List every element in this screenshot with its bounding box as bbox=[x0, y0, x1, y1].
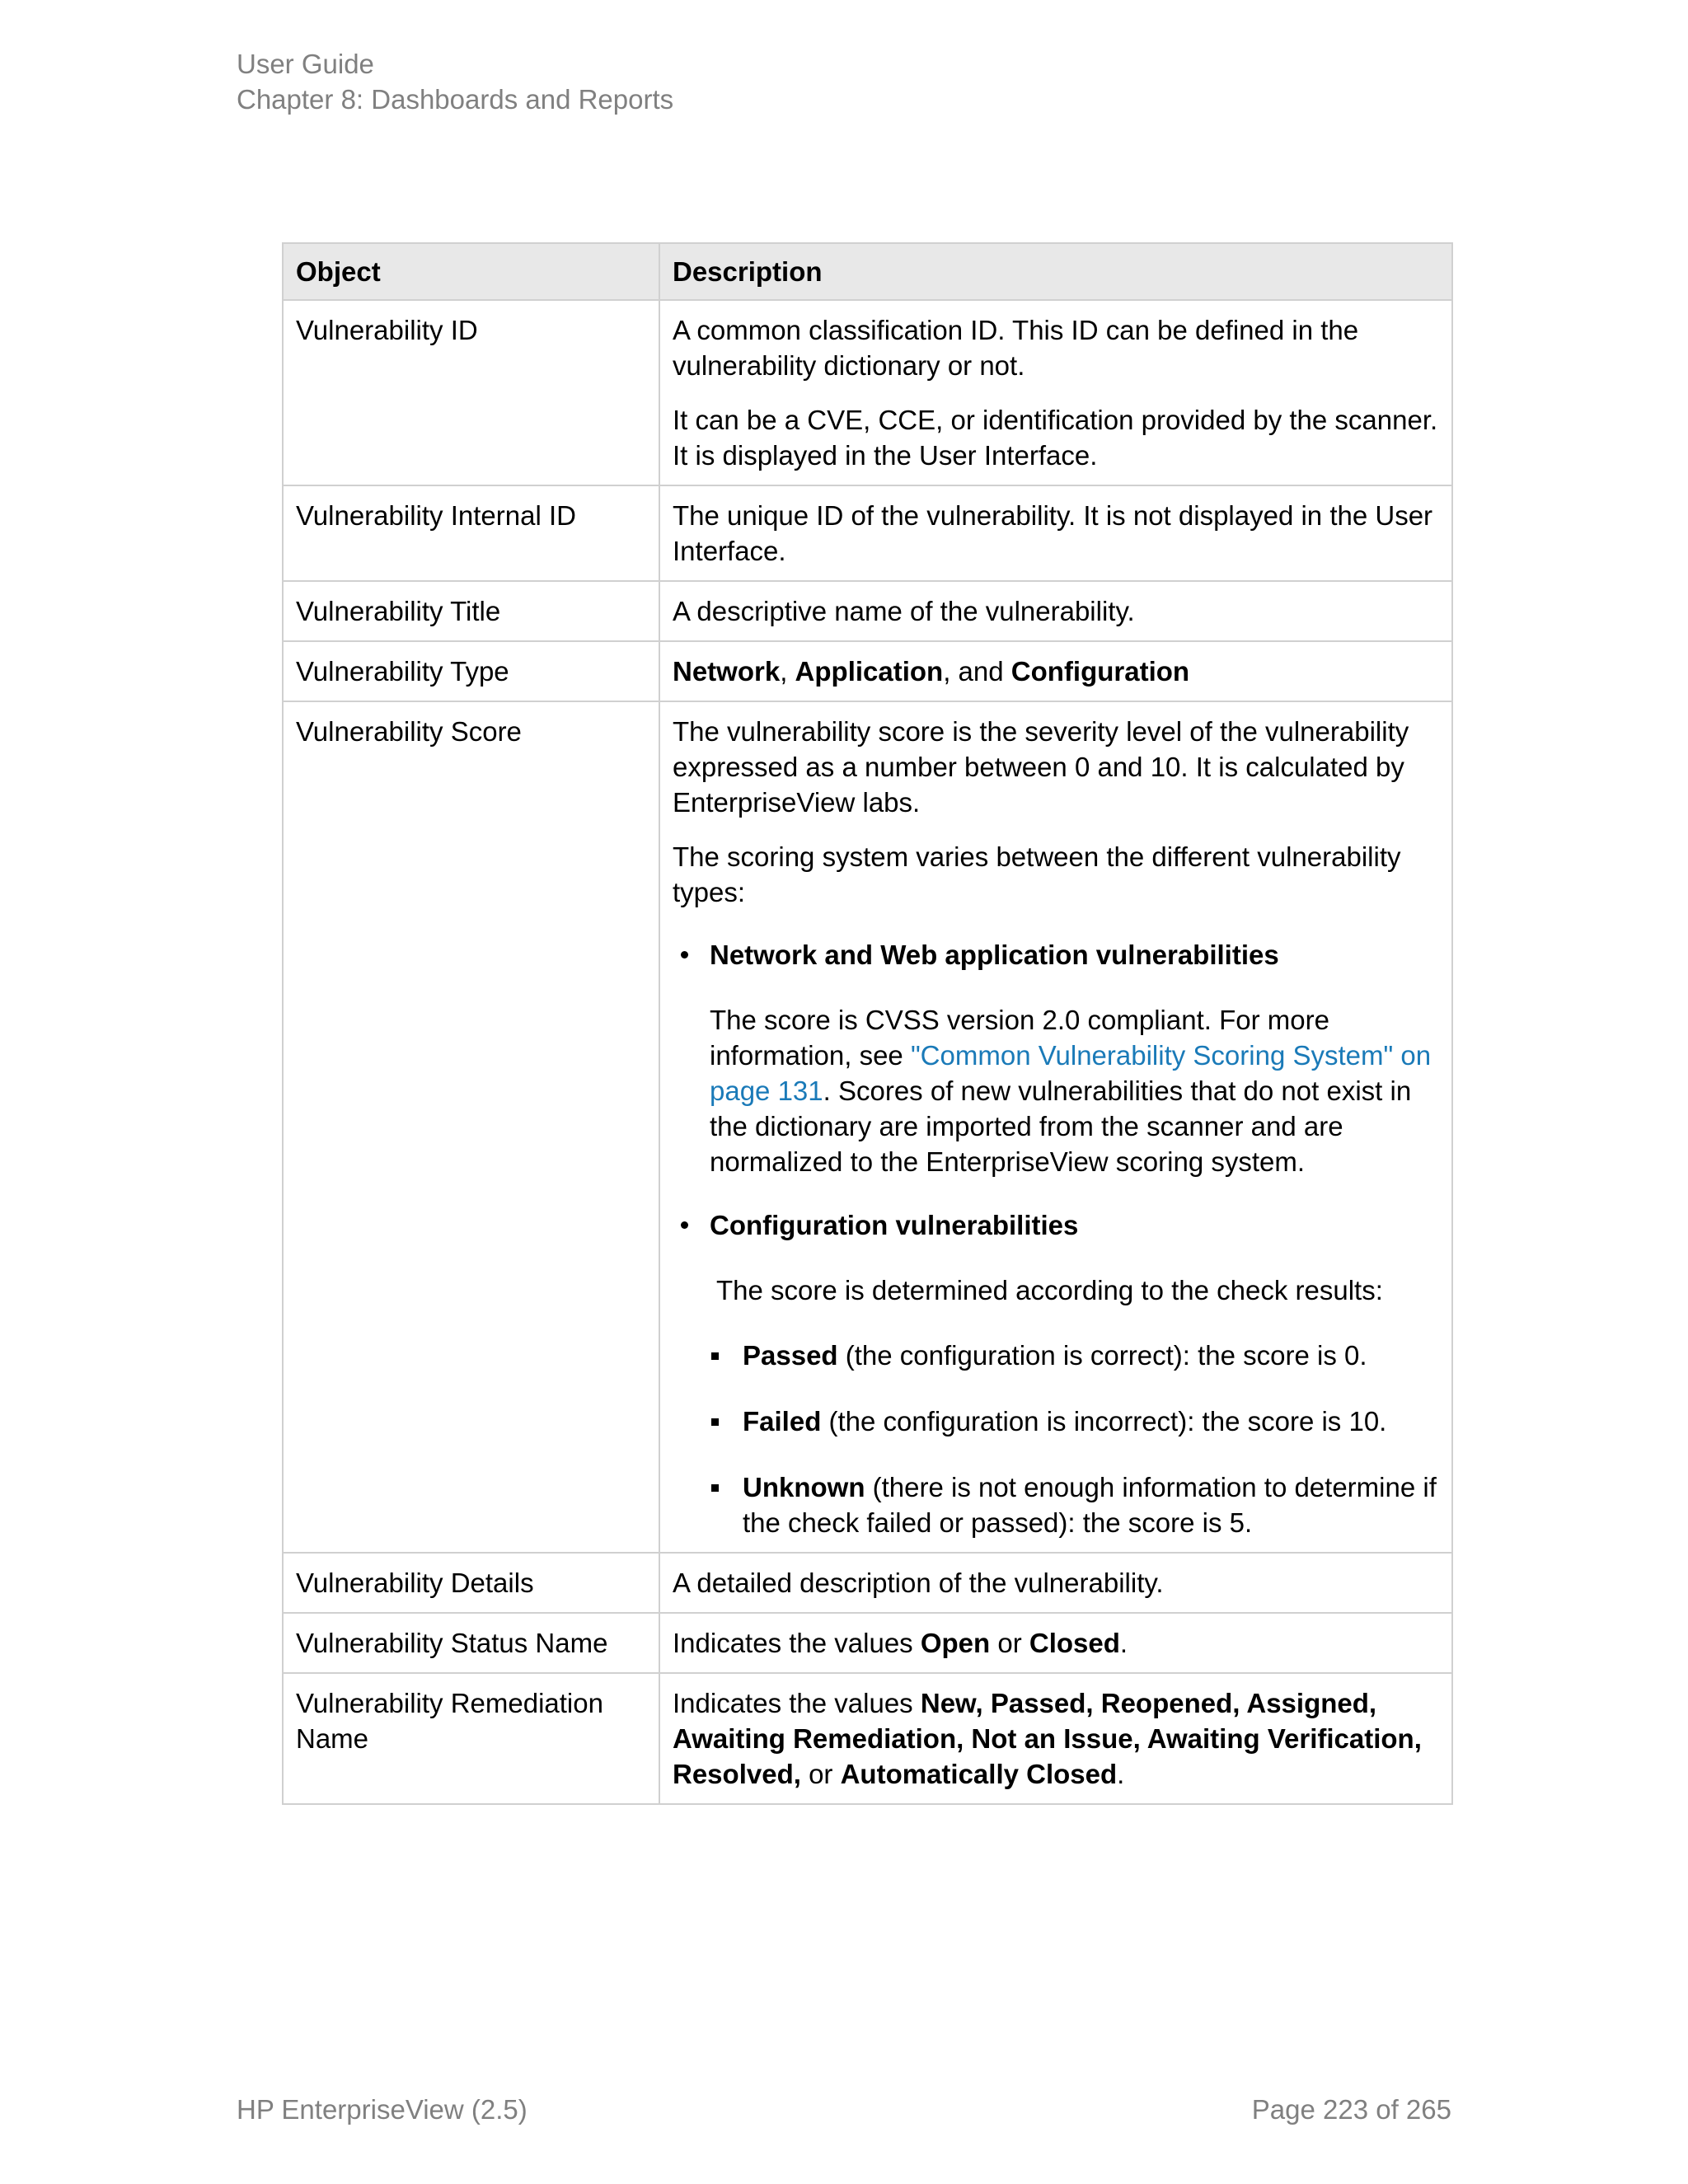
page-header bbox=[237, 46, 673, 117]
description-paragraph: A common classification ID. This ID can be defined in the vulnerability dictionary or not. bbox=[673, 315, 1359, 381]
square-bullet-icon bbox=[711, 1484, 719, 1492]
description-paragraph: The vulnerability score is the severity level of the vulnerability expressed as a number between 0 and 10. It is calculated by EnterpriseView labs. bbox=[673, 716, 1409, 818]
description-paragraph: It can be a CVE, CCE, or identification provided by the scanner. It is displayed in the User Interface. bbox=[673, 405, 1438, 471]
description-cell bbox=[659, 300, 1452, 485]
bullet-title: Configuration vulnerabilities bbox=[710, 1210, 1079, 1240]
list-item bbox=[710, 1207, 1439, 1540]
description-cell bbox=[659, 1553, 1452, 1613]
type-network: Network bbox=[673, 656, 781, 687]
object-cell: Vulnerability Score bbox=[283, 701, 659, 1553]
separator: , bbox=[780, 656, 795, 687]
round-bullet-icon bbox=[681, 951, 688, 958]
bullet-paragraph: The score is CVSS version 2.0 compliant. For more information, see "Common Vulnerability Scoring System" on page 131. Scores of new vulnerabilities that do not exist in the dictionary are imported from the scanner and are normalized to the EnterpriseView scoring system. bbox=[710, 1005, 1432, 1177]
object-cell: Vulnerability Type bbox=[283, 641, 659, 701]
column-header-description: Description bbox=[659, 243, 1452, 300]
description-cell bbox=[659, 485, 1452, 581]
description-cell bbox=[659, 701, 1452, 1553]
object-description-table bbox=[282, 242, 1453, 1805]
object-cell: Vulnerability Details bbox=[283, 1553, 659, 1613]
round-bullet-icon bbox=[681, 1221, 688, 1229]
list-item bbox=[710, 937, 1439, 1179]
description-paragraph: A descriptive name of the vulnerability. bbox=[673, 596, 1135, 626]
object-cell: Vulnerability Remediation Name bbox=[283, 1673, 659, 1804]
table-row bbox=[283, 1613, 1452, 1673]
list-item: Unknown (there is not enough information to determine if the check failed or passed): the score is 5. bbox=[743, 1469, 1439, 1540]
object-cell: Vulnerability Status Name bbox=[283, 1613, 659, 1673]
square-bullet-icon bbox=[711, 1352, 719, 1360]
table-row bbox=[283, 641, 1452, 701]
description-cell bbox=[659, 581, 1452, 641]
table-header-row bbox=[283, 243, 1452, 300]
type-application: Application bbox=[795, 656, 944, 687]
description-paragraph: The scoring system varies between the different vulnerability types: bbox=[673, 841, 1401, 907]
object-cell: Vulnerability Title bbox=[283, 581, 659, 641]
footer-page-number: Page 223 of 265 bbox=[1251, 2094, 1451, 2125]
description-cell bbox=[659, 1673, 1452, 1804]
header-guide-title: User Guide bbox=[237, 49, 374, 79]
object-description-table-wrap bbox=[282, 242, 1451, 1805]
header-chapter-title: Chapter 8: Dashboards and Reports bbox=[237, 84, 674, 115]
table-row bbox=[283, 701, 1452, 1553]
bullet-paragraph: The score is determined according to the check results: bbox=[716, 1275, 1383, 1305]
description-cell bbox=[659, 641, 1452, 701]
separator: , and bbox=[943, 656, 1011, 687]
description-paragraph bbox=[673, 654, 1439, 689]
table-row bbox=[283, 1673, 1452, 1804]
description-paragraph: Indicates the values Open or Closed. bbox=[673, 1628, 1128, 1658]
table-row bbox=[283, 581, 1452, 641]
object-cell: Vulnerability Internal ID bbox=[283, 485, 659, 581]
description-paragraph: The unique ID of the vulnerability. It is not displayed in the User Interface. bbox=[673, 500, 1433, 566]
type-configuration: Configuration bbox=[1010, 656, 1190, 687]
list-item: Passed (the configuration is correct): the score is 0. bbox=[743, 1338, 1439, 1373]
check-results-list bbox=[710, 1338, 1439, 1540]
description-cell bbox=[659, 1613, 1452, 1673]
table-row bbox=[283, 300, 1452, 485]
column-header-object: Object bbox=[283, 243, 659, 300]
score-types-list bbox=[673, 937, 1439, 1540]
table-row bbox=[283, 485, 1452, 581]
square-bullet-icon bbox=[711, 1418, 719, 1426]
description-paragraph: A detailed description of the vulnerability. bbox=[673, 1568, 1164, 1598]
cvss-cross-reference-link[interactable]: "Common Vulnerability Scoring System" on page 131 bbox=[710, 1040, 1432, 1106]
object-cell: Vulnerability ID bbox=[283, 300, 659, 485]
footer-product: HP EnterpriseView (2.5) bbox=[237, 2094, 528, 2125]
description-paragraph: Indicates the values New, Passed, Reopened, Assigned, Awaiting Remediation, Not an Issue, Awaiting Verification, Resolved, or Automatically Closed. bbox=[673, 1688, 1422, 1789]
bullet-title: Network and Web application vulnerabilities bbox=[710, 940, 1279, 970]
list-item: Failed (the configuration is incorrect): the score is 10. bbox=[743, 1404, 1439, 1439]
table-row bbox=[283, 1553, 1452, 1613]
